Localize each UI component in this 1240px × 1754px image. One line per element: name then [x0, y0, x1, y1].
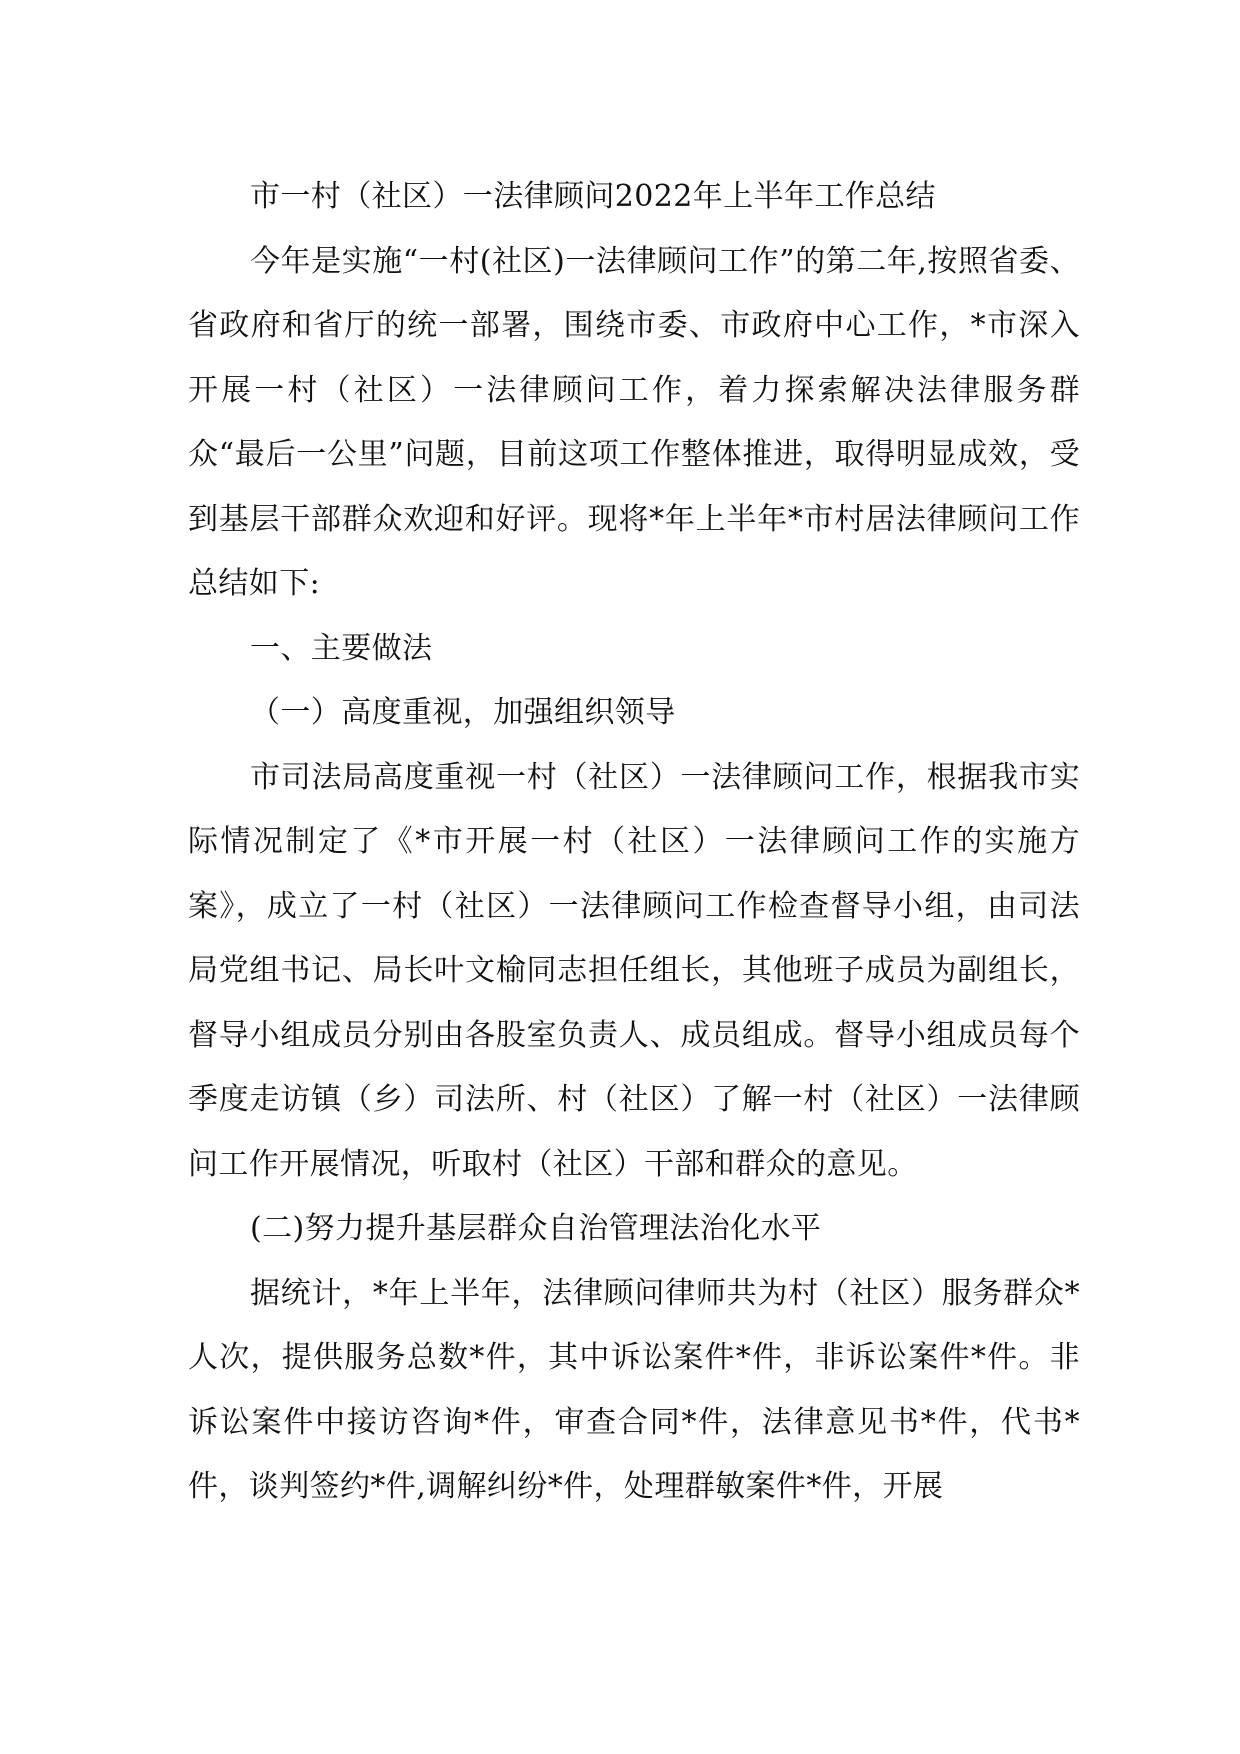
body-paragraph-leadership: 市司法局高度重视一村（社区）一法律顾问工作，根据我市实际情况制定了《*市开展一村（社区）一法律顾问工作的实施方案》，成立了一村（社区）一法律顾问工作检查督导小组，由司法局党组书记、局长叶文榆同志担任组长，其他班子成员为副组长，督导小组成员分别由各股室负责人、成员组成。督导小组成员每个季度走访镇（乡）司法所、村（社区）了解一村（社区）一法律顾问工作开展情况，听取村（社区）干部和群众的意见。	[188, 759, 1080, 1182]
section-heading-main-practices: 一、主要做法	[250, 630, 433, 666]
subsection-heading-1: （一）高度重视，加强组织领导	[250, 695, 676, 730]
body-paragraph-statistics: 据统计，*年上半年，法律顾问律师共为村（社区）服务群众*人次，提供服务总数*件，其中诉讼案件*件，非诉讼案件*件。非诉讼案件中接访咨询*件，审查合同*件，法律意见书*件，代书*件，谈判签约*件,调解纠纷*件，处理群敏案件*件，开展	[188, 1275, 1080, 1504]
document-title: 市一村（社区）一法律顾问2022年上半年工作总结	[250, 179, 936, 214]
intro-paragraph: 今年是实施“一村(社区)一法律顾问工作”的第二年,按照省委、省政府和省厅的统一部署，围绕市委、市政府中心工作，*市深入开展一村（社区）一法律顾问工作，着力探索解决法律服务群众“最后一公里”问题，目前这项工作整体推进，取得明显成效，受到基层干部群众欢迎和好评。现将*年上半年*市村居法律顾问工作总结如下:	[188, 243, 1080, 601]
subsection-heading-2: (二)努力提升基层群众自治管理法治化水平	[250, 1211, 822, 1246]
document-body	[188, 165, 1080, 1520]
